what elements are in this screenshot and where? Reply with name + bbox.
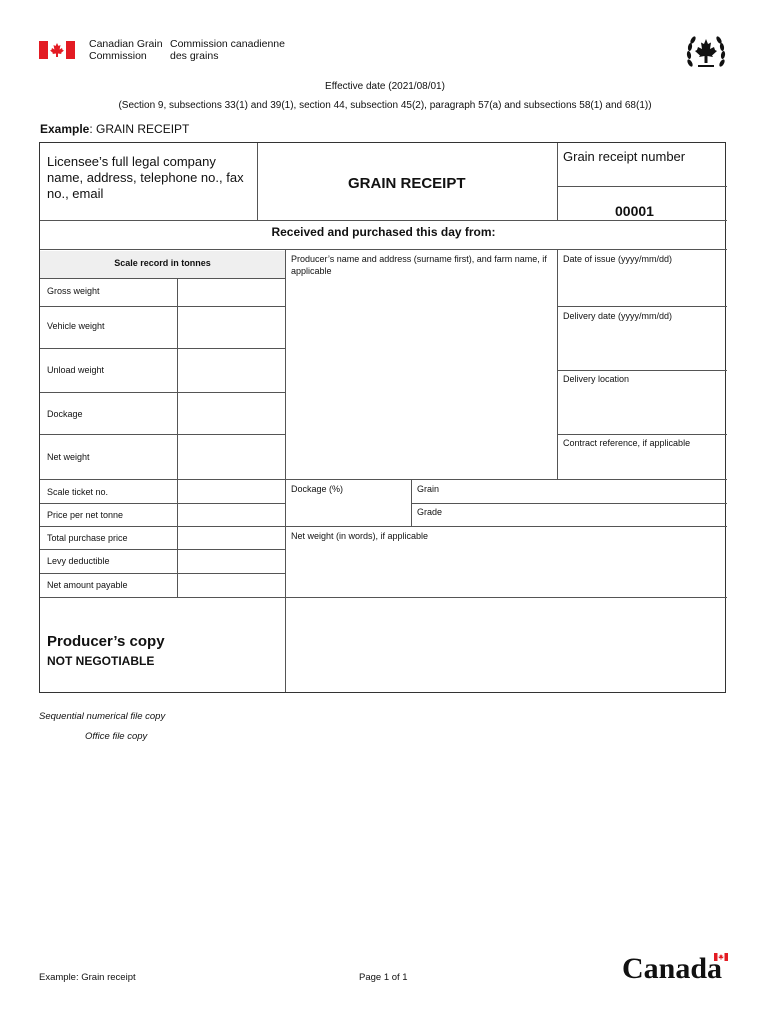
- grain-label: Grain: [417, 484, 440, 494]
- total-price-label: Total purchase price: [47, 533, 128, 543]
- licensee-info-label: Licensee’s full legal company name, address, telephone no., fax no., email: [47, 154, 244, 201]
- wordmark-text: Canada: [622, 952, 723, 985]
- example-value: : GRAIN RECEIPT: [89, 122, 190, 136]
- price-per-tonne-label: Price per net tonne: [47, 510, 124, 520]
- net-weight-words-label: Net weight (in words), if applicable: [291, 531, 429, 541]
- dockage-label: Dockage: [47, 409, 83, 419]
- grade-label: Grade: [417, 507, 443, 517]
- vehicle-weight-label: Vehicle weight: [47, 321, 105, 331]
- receipt-number: 00001: [615, 203, 654, 219]
- net-weight-label: Net weight: [47, 452, 90, 462]
- producer-name-label: Producer’s name and address (surname first), and farm name, if applicable: [291, 254, 547, 276]
- legislative-sections: (Section 9, subsections 33(1) and 39(1), section 44, subsection 45(2), paragraph 57(a) and subsections 58(1) and 68(1)): [118, 100, 652, 111]
- example-label: Example: [40, 122, 90, 136]
- org-fr-line1: Commission canadienne: [170, 38, 285, 50]
- org-name-french: [170, 38, 285, 62]
- scale-ticket-label: Scale ticket no.: [47, 487, 109, 497]
- received-from-heading: Received and purchased this day from:: [271, 225, 496, 239]
- copy-subtitle: NOT NEGOTIABLE: [47, 654, 155, 668]
- net-amount-label: Net amount payable: [47, 580, 128, 590]
- levy-label: Levy deductible: [47, 556, 110, 566]
- scale-record-header: Scale record in tonnes: [114, 258, 211, 268]
- office-copy-note: Office file copy: [85, 731, 148, 742]
- receipt-number-label: Grain receipt number: [563, 149, 686, 164]
- delivery-date-label: Delivery date (yyyy/mm/dd): [563, 311, 673, 321]
- grain-receipt-form: [39, 142, 726, 693]
- copy-title: Producer’s copy: [47, 633, 165, 650]
- org-name-english: [89, 38, 163, 62]
- canada-wordmark-logo: [622, 953, 732, 985]
- example-heading: [40, 122, 189, 136]
- unload-weight-label: Unload weight: [47, 365, 105, 375]
- date-of-issue-label: Date of issue (yyyy/mm/dd): [563, 254, 673, 264]
- delivery-location-label: Delivery location: [563, 374, 630, 384]
- footer-left-text: Example: Grain receipt: [39, 972, 136, 983]
- effective-date: Effective date (2021/08/01): [325, 81, 445, 92]
- canada-flag-icon: [39, 41, 75, 59]
- page-number: Page 1 of 1: [359, 972, 408, 983]
- org-fr-line2: des grains: [170, 50, 219, 62]
- contract-reference-label: Contract reference, if applicable: [563, 438, 691, 448]
- gross-weight-label: Gross weight: [47, 286, 100, 296]
- form-title: GRAIN RECEIPT: [348, 175, 466, 192]
- org-en-line2: Commission: [89, 50, 147, 62]
- dockage-percent-label: Dockage (%): [291, 484, 344, 494]
- wheat-maple-emblem-icon: [684, 33, 728, 73]
- sequential-copy-note: Sequential numerical file copy: [39, 711, 166, 722]
- org-en-line1: Canadian Grain: [89, 38, 163, 50]
